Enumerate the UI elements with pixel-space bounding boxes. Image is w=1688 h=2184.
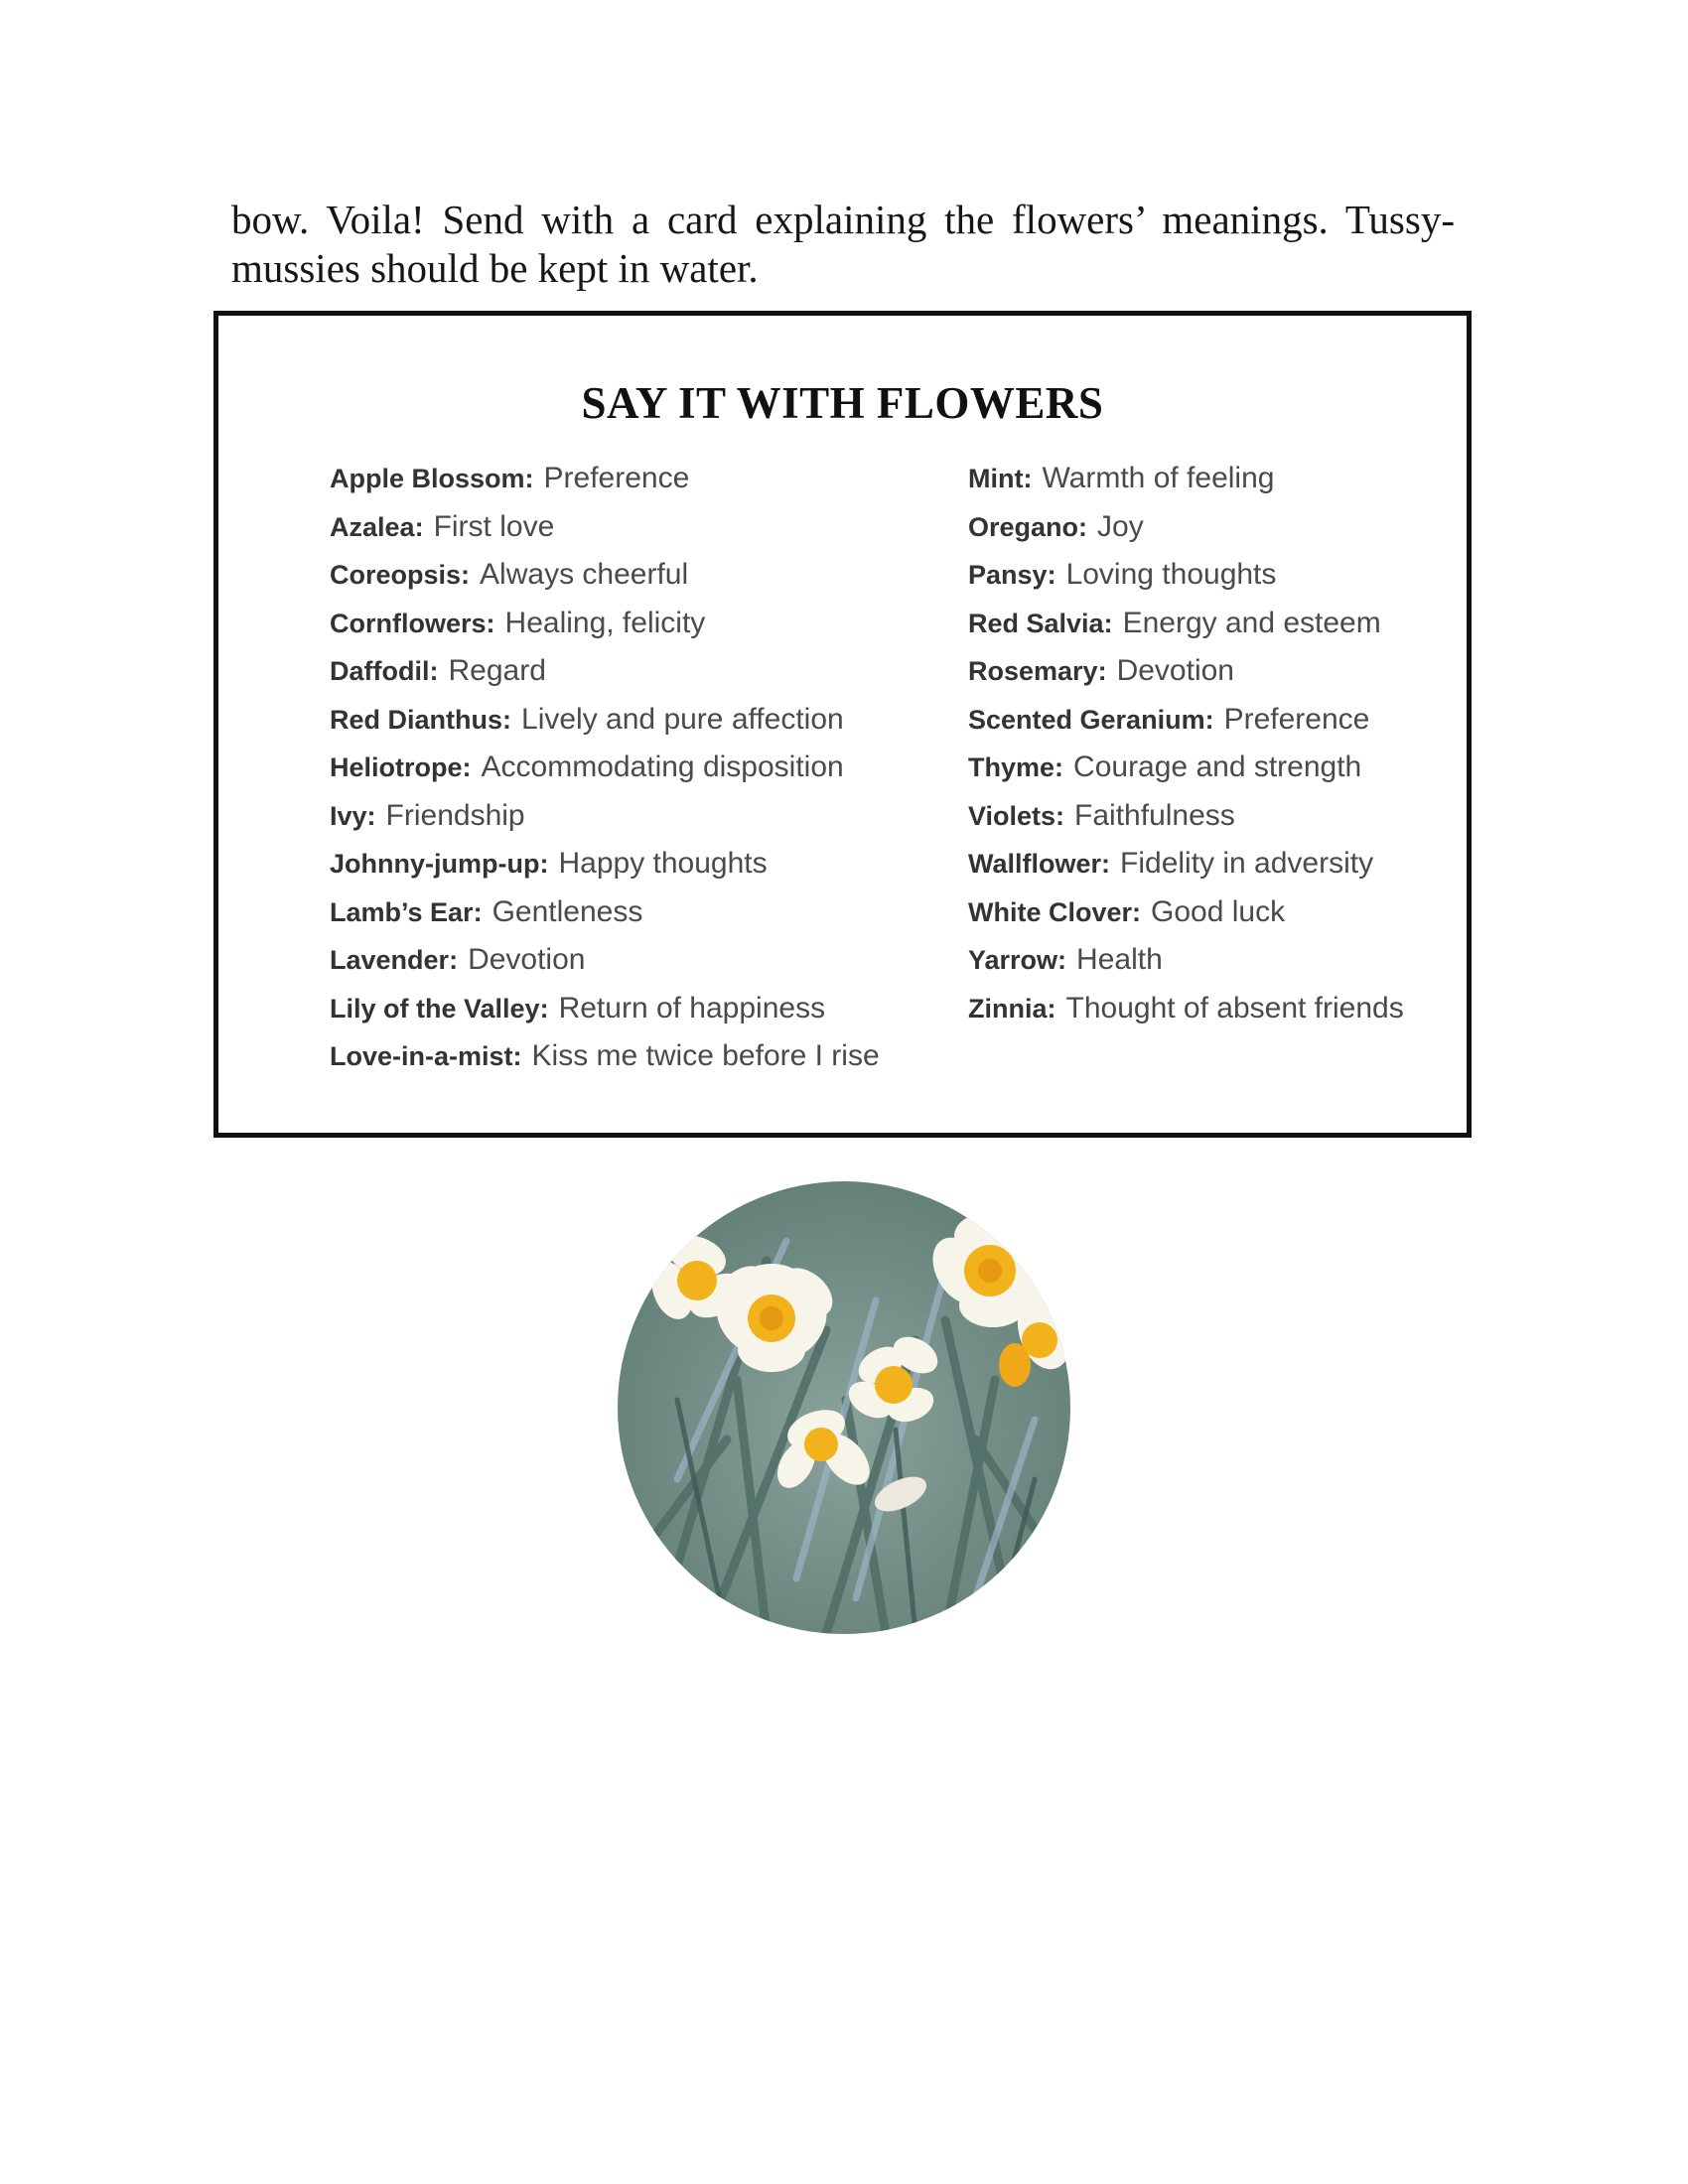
flower-name: Johnny-jump-up	[330, 849, 540, 879]
flower-entry	[968, 551, 1404, 600]
flower-meaning: Regard	[448, 654, 546, 687]
separator: :	[524, 464, 534, 493]
flower-entry	[968, 503, 1404, 552]
flower-entry	[968, 888, 1404, 937]
flower-name: Yarrow	[968, 945, 1058, 975]
separator: :	[1097, 656, 1107, 686]
flower-list-left	[330, 455, 880, 1081]
flower-name: Love-in-a-mist	[330, 1041, 513, 1071]
separator: :	[1023, 464, 1033, 493]
flower-list-right	[968, 455, 1404, 1032]
flower-meaning: Joy	[1097, 509, 1144, 543]
flower-entry	[968, 600, 1404, 648]
separator: :	[1101, 849, 1111, 879]
box-title: SAY IT WITH FLOWERS	[581, 378, 1104, 428]
flower-name: Heliotrope	[330, 752, 463, 782]
flower-meaning: First love	[433, 509, 555, 543]
flower-meaning: Energy and esteem	[1122, 606, 1381, 639]
daffodils-image	[618, 1181, 1070, 1634]
flower-meaning: Preference	[1223, 702, 1370, 736]
flower-meaning: Friendship	[385, 798, 525, 832]
separator: :	[429, 656, 439, 686]
separator: :	[1078, 511, 1088, 542]
flower-meaning: Healing, felicity	[504, 606, 706, 639]
flower-name: Red Dianthus	[330, 704, 503, 735]
flower-entry	[968, 696, 1404, 745]
flower-meaning: Return of happiness	[558, 991, 826, 1024]
flower-name: Red Salvia	[968, 608, 1104, 638]
separator: :	[486, 608, 495, 638]
separator: :	[1204, 704, 1214, 735]
flower-meaning: Thought of absent friends	[1065, 991, 1404, 1024]
flower-entry	[330, 647, 880, 696]
flower-meaning: Always cheerful	[480, 558, 689, 591]
flower-meaning: Loving thoughts	[1065, 558, 1277, 591]
separator: :	[1132, 896, 1142, 927]
flower-name: Daffodil	[330, 656, 430, 686]
separator: :	[539, 993, 549, 1024]
flower-meaning: Preference	[543, 462, 690, 494]
flower-name: Pansy	[968, 560, 1048, 590]
separator: :	[449, 945, 459, 975]
flower-meaning: Accommodating disposition	[481, 751, 844, 783]
flower-meaning: Devotion	[1116, 654, 1234, 687]
flower-entry	[968, 455, 1404, 503]
flower-entry	[968, 792, 1404, 841]
separator: :	[512, 1041, 522, 1071]
separator: :	[462, 752, 472, 782]
flower-entry	[330, 551, 880, 600]
flower-name: Violets	[968, 800, 1056, 831]
flower-entry	[330, 503, 880, 552]
flower-entry	[330, 792, 880, 841]
flower-name: White Clover	[968, 896, 1133, 927]
flower-name: Scented Geranium	[968, 704, 1205, 735]
flower-name: Cornflowers	[330, 608, 487, 638]
separator: :	[1057, 945, 1067, 975]
daffodils-photo	[618, 1181, 1070, 1634]
flower-meaning: Warmth of feeling	[1042, 462, 1275, 494]
flower-name: Oregano	[968, 511, 1079, 542]
flower-meaning: Kiss me twice before I rise	[531, 1039, 880, 1072]
say-it-with-flowers-box	[213, 311, 1472, 1138]
separator: :	[414, 511, 424, 542]
flower-name: Lily of the Valley	[330, 993, 540, 1024]
flower-entry	[968, 744, 1404, 792]
flower-entry	[330, 840, 880, 888]
separator: :	[1103, 608, 1113, 638]
flower-name: Lavender	[330, 945, 450, 975]
flower-entry	[330, 985, 880, 1033]
flower-name: Lamb’s Ear	[330, 896, 474, 927]
flower-entry	[330, 936, 880, 985]
flower-entry	[330, 888, 880, 937]
flower-meaning: Fidelity in adversity	[1120, 847, 1374, 880]
flower-entry	[968, 936, 1404, 985]
flower-meaning: Health	[1076, 943, 1163, 976]
separator: :	[1055, 800, 1065, 831]
flower-name: Apple Blossom	[330, 464, 525, 493]
flower-name: Thyme	[968, 752, 1055, 782]
flower-entry	[968, 985, 1404, 1033]
flower-entry	[330, 1032, 880, 1081]
flower-meaning: Courage and strength	[1073, 751, 1362, 783]
flower-name: Zinnia	[968, 993, 1048, 1024]
flower-entry	[330, 744, 880, 792]
flower-entry	[330, 600, 880, 648]
separator: :	[366, 800, 376, 831]
separator: :	[1047, 993, 1056, 1024]
separator: :	[539, 849, 549, 879]
flower-name: Coreopsis	[330, 560, 462, 590]
separator: :	[1047, 560, 1056, 590]
flower-name: Ivy	[330, 800, 367, 831]
flower-name: Azalea	[330, 511, 415, 542]
flower-meaning: Gentleness	[492, 894, 643, 928]
flower-name: Rosemary	[968, 656, 1098, 686]
flower-name: Mint	[968, 464, 1024, 493]
flower-meaning: Lively and pure affection	[521, 702, 844, 736]
flower-entry	[968, 840, 1404, 888]
flower-entry	[330, 696, 880, 745]
separator: :	[473, 896, 483, 927]
flower-entry	[330, 455, 880, 503]
flower-meaning: Devotion	[468, 943, 586, 976]
separator: :	[1055, 752, 1064, 782]
flower-meaning: Faithfulness	[1074, 798, 1235, 832]
flower-meaning: Happy thoughts	[558, 847, 768, 880]
separator: :	[502, 704, 512, 735]
body-paragraph: bow. Voila! Send with a card explaining the flowers’ meanings. Tussy-mussies should be kept in water.	[231, 197, 1455, 291]
flower-meaning: Good luck	[1151, 894, 1286, 928]
separator: :	[461, 560, 471, 590]
flower-entry	[968, 647, 1404, 696]
flower-name: Wallflower	[968, 849, 1102, 879]
